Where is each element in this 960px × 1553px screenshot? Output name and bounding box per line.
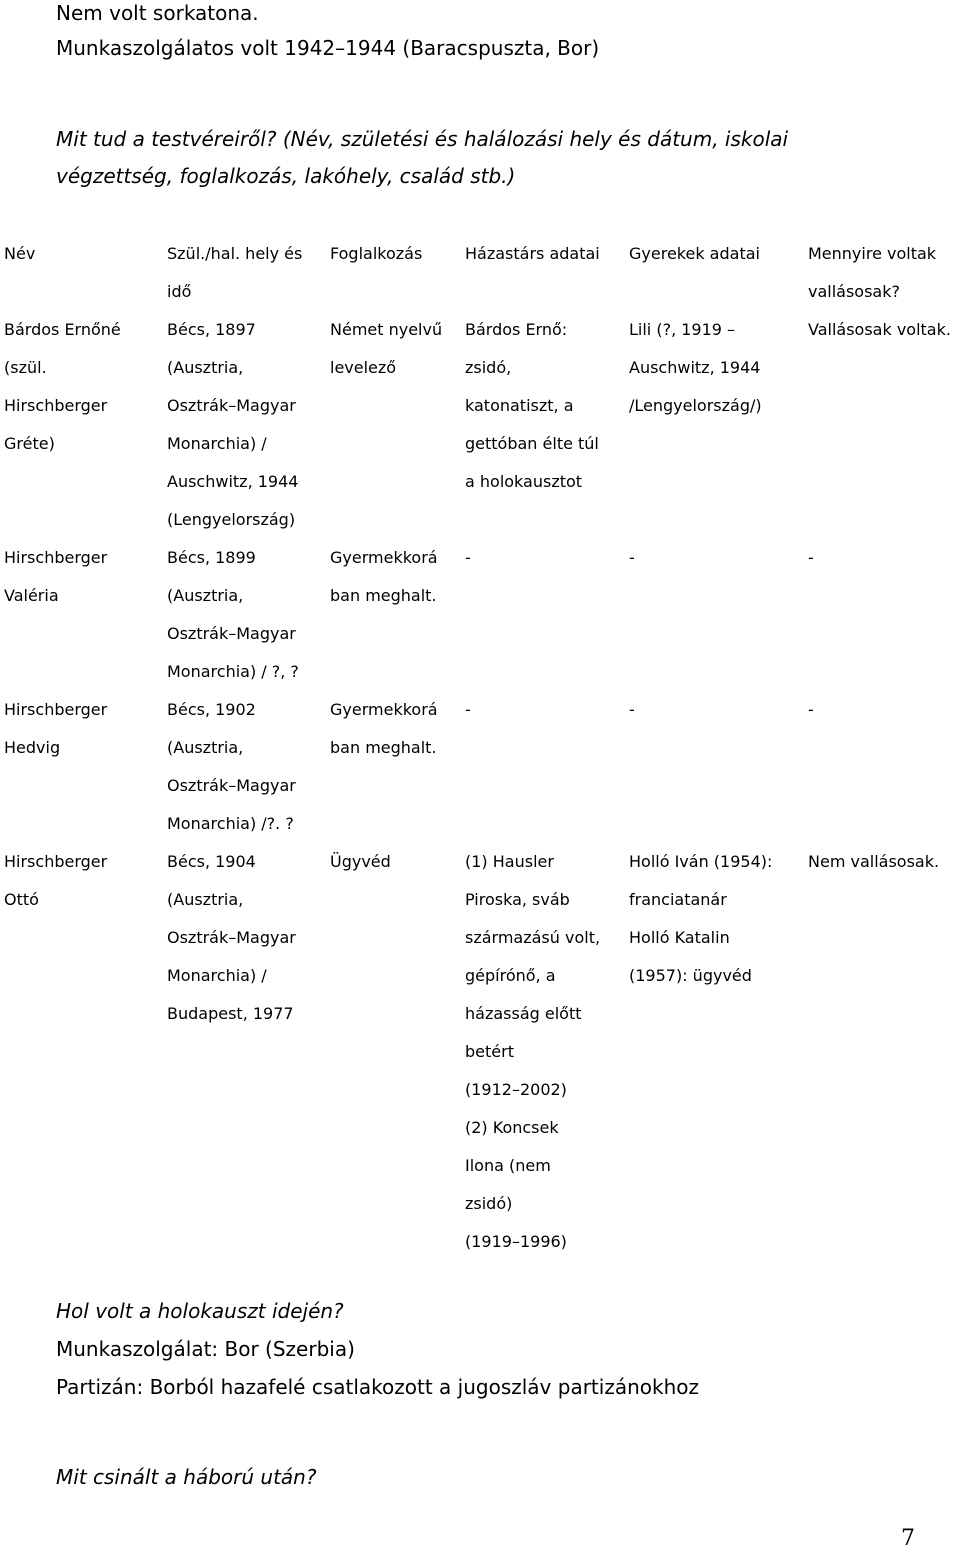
cell-line: Monarchia) /?. ? — [167, 814, 294, 833]
cell-line: házasság előtt — [465, 1004, 582, 1023]
header-cell-birth-death — [167, 235, 302, 311]
cell-line: Német nyelvű — [330, 320, 443, 339]
cell-line: gépírónő, a — [465, 966, 556, 985]
cell-line: ban meghalt. — [330, 586, 437, 605]
table-header-row — [0, 235, 960, 311]
cell-line: (Ausztria, — [167, 358, 244, 377]
cell-line: Gyermekkorá — [330, 700, 438, 719]
cell-line: Hirschberger — [4, 396, 108, 415]
cell-line: Osztrák–Magyar — [167, 928, 296, 947]
cell-line: Holló Katalin — [629, 928, 730, 947]
siblings-question-line-2: végzettség, foglalkozás, lakóhely, család stb.) — [56, 164, 516, 188]
cell-occupation — [330, 843, 391, 881]
cell-line: (2) Koncsek — [465, 1118, 559, 1137]
table-row — [0, 539, 960, 691]
siblings-question-line-1: Mit tud a testvéreiről? (Név, születési és halálozási hely és dátum, iskolai — [56, 127, 789, 151]
cell-occupation — [330, 691, 438, 767]
cell-birth-death — [167, 691, 296, 843]
cell-children — [629, 311, 762, 425]
cell-line: a holokausztot — [465, 472, 583, 491]
cell-line: Budapest, 1977 — [167, 1004, 294, 1023]
cell-religiosity — [808, 691, 814, 729]
cell-religiosity — [808, 311, 951, 349]
cell-line: katonatiszt, a — [465, 396, 574, 415]
cell-line: - — [629, 700, 635, 719]
cell-birth-death — [167, 843, 296, 1033]
cell-line: Bárdos Ernőné — [4, 320, 121, 339]
table-row — [0, 843, 960, 1261]
cell-line: Foglalkozás — [330, 244, 423, 263]
page-number: 7 — [901, 1526, 915, 1551]
cell-line: Piroska, sváb — [465, 890, 570, 909]
cell-name — [4, 843, 107, 919]
cell-occupation — [330, 539, 438, 615]
cell-line: Mennyire voltak — [808, 244, 937, 263]
cell-line: Hirschberger — [4, 852, 108, 871]
cell-line: (1957): ügyvéd — [629, 966, 752, 985]
cell-line: franciatanár — [629, 890, 727, 909]
table-row — [0, 311, 960, 539]
cell-line: Ilona (nem — [465, 1156, 551, 1175]
cell-birth-death — [167, 311, 298, 539]
cell-line: - — [808, 548, 814, 567]
cell-line: Nem vallásosak. — [808, 852, 940, 871]
cell-line: származású volt, — [465, 928, 601, 947]
cell-line: ban meghalt. — [330, 738, 437, 757]
table-row — [0, 691, 960, 843]
cell-line: Szül./hal. hely és — [167, 244, 303, 263]
cell-name — [4, 539, 107, 615]
header-cell-spouse — [465, 235, 600, 273]
cell-line: - — [629, 548, 635, 567]
cell-spouse — [465, 311, 599, 501]
cell-line: betért — [465, 1042, 514, 1061]
cell-line: Auschwitz, 1944 — [167, 472, 299, 491]
cell-line: Bécs, 1897 — [167, 320, 256, 339]
cell-line: zsidó) — [465, 1194, 513, 1213]
cell-line: (1912–2002) — [465, 1080, 567, 1099]
cell-children — [629, 539, 635, 577]
cell-line: (Ausztria, — [167, 586, 244, 605]
cell-spouse — [465, 691, 471, 729]
cell-line: Monarchia) / ?, ? — [167, 662, 299, 681]
cell-line: levelező — [330, 358, 397, 377]
cell-line: - — [465, 548, 471, 567]
intro-line-2: Munkaszolgálatos volt 1942–1944 (Baracspuszta, Bor) — [56, 36, 600, 60]
cell-children — [629, 691, 635, 729]
header-cell-children — [629, 235, 760, 273]
after-war-question: Mit csinált a háború után? — [56, 1465, 317, 1489]
cell-line: (1919–1996) — [465, 1232, 567, 1251]
holocaust-answer-2: Partizán: Borból hazafelé csatlakozott a jugoszláv partizánokhoz — [56, 1375, 699, 1399]
header-cell-occupation — [330, 235, 422, 273]
cell-children — [629, 843, 772, 995]
cell-line: Gyerekek adatai — [629, 244, 760, 263]
cell-line: Bécs, 1904 — [167, 852, 256, 871]
cell-spouse — [465, 539, 471, 577]
cell-line: Gyermekkorá — [330, 548, 438, 567]
cell-line: zsidó, — [465, 358, 512, 377]
cell-line: vallásosak? — [808, 282, 900, 301]
cell-line: Gréte) — [4, 434, 55, 453]
cell-line: (Ausztria, — [167, 890, 244, 909]
cell-religiosity — [808, 843, 939, 881]
cell-spouse — [465, 843, 600, 1261]
cell-line: Ügyvéd — [330, 852, 391, 871]
cell-occupation — [330, 311, 442, 387]
cell-line: - — [808, 700, 814, 719]
cell-line: Osztrák–Magyar — [167, 624, 296, 643]
intro-line-1: Nem volt sorkatona. — [56, 1, 259, 25]
cell-line: Ottó — [4, 890, 39, 909]
cell-line: Házastárs adatai — [465, 244, 600, 263]
header-cell-religiosity — [808, 235, 936, 311]
holocaust-answer-1: Munkaszolgálat: Bor (Szerbia) — [56, 1337, 355, 1361]
cell-line: Hirschberger — [4, 548, 108, 567]
cell-line: Hedvig — [4, 738, 61, 757]
cell-line: Monarchia) / — [167, 434, 267, 453]
cell-line: Auschwitz, 1944 — [629, 358, 761, 377]
cell-line: Hirschberger — [4, 700, 108, 719]
cell-line: Monarchia) / — [167, 966, 267, 985]
cell-line: (szül. — [4, 358, 47, 377]
cell-line: Bécs, 1899 — [167, 548, 256, 567]
cell-line: gettóban élte túl — [465, 434, 599, 453]
cell-line: Holló Iván (1954): — [629, 852, 773, 871]
cell-line: (Ausztria, — [167, 738, 244, 757]
cell-line: Vallásosak voltak. — [808, 320, 951, 339]
cell-line: - — [465, 700, 471, 719]
cell-name — [4, 311, 121, 463]
cell-line: Bárdos Ernő: — [465, 320, 568, 339]
holocaust-question: Hol volt a holokauszt idején? — [56, 1299, 344, 1323]
cell-line: (Lengyelország) — [167, 510, 296, 529]
header-cell-name — [4, 235, 35, 273]
cell-line: Név — [4, 244, 36, 263]
cell-line: Lili (?, 1919 – — [629, 320, 736, 339]
cell-name — [4, 691, 107, 767]
cell-line: Osztrák–Magyar — [167, 396, 296, 415]
cell-religiosity — [808, 539, 814, 577]
cell-line: /Lengyelország/) — [629, 396, 762, 415]
cell-line: Valéria — [4, 586, 59, 605]
cell-line: (1) Hausler — [465, 852, 554, 871]
cell-birth-death — [167, 539, 299, 691]
cell-line: Bécs, 1902 — [167, 700, 256, 719]
cell-line: Osztrák–Magyar — [167, 776, 296, 795]
cell-line: idő — [167, 282, 192, 301]
siblings-table — [0, 235, 960, 1261]
